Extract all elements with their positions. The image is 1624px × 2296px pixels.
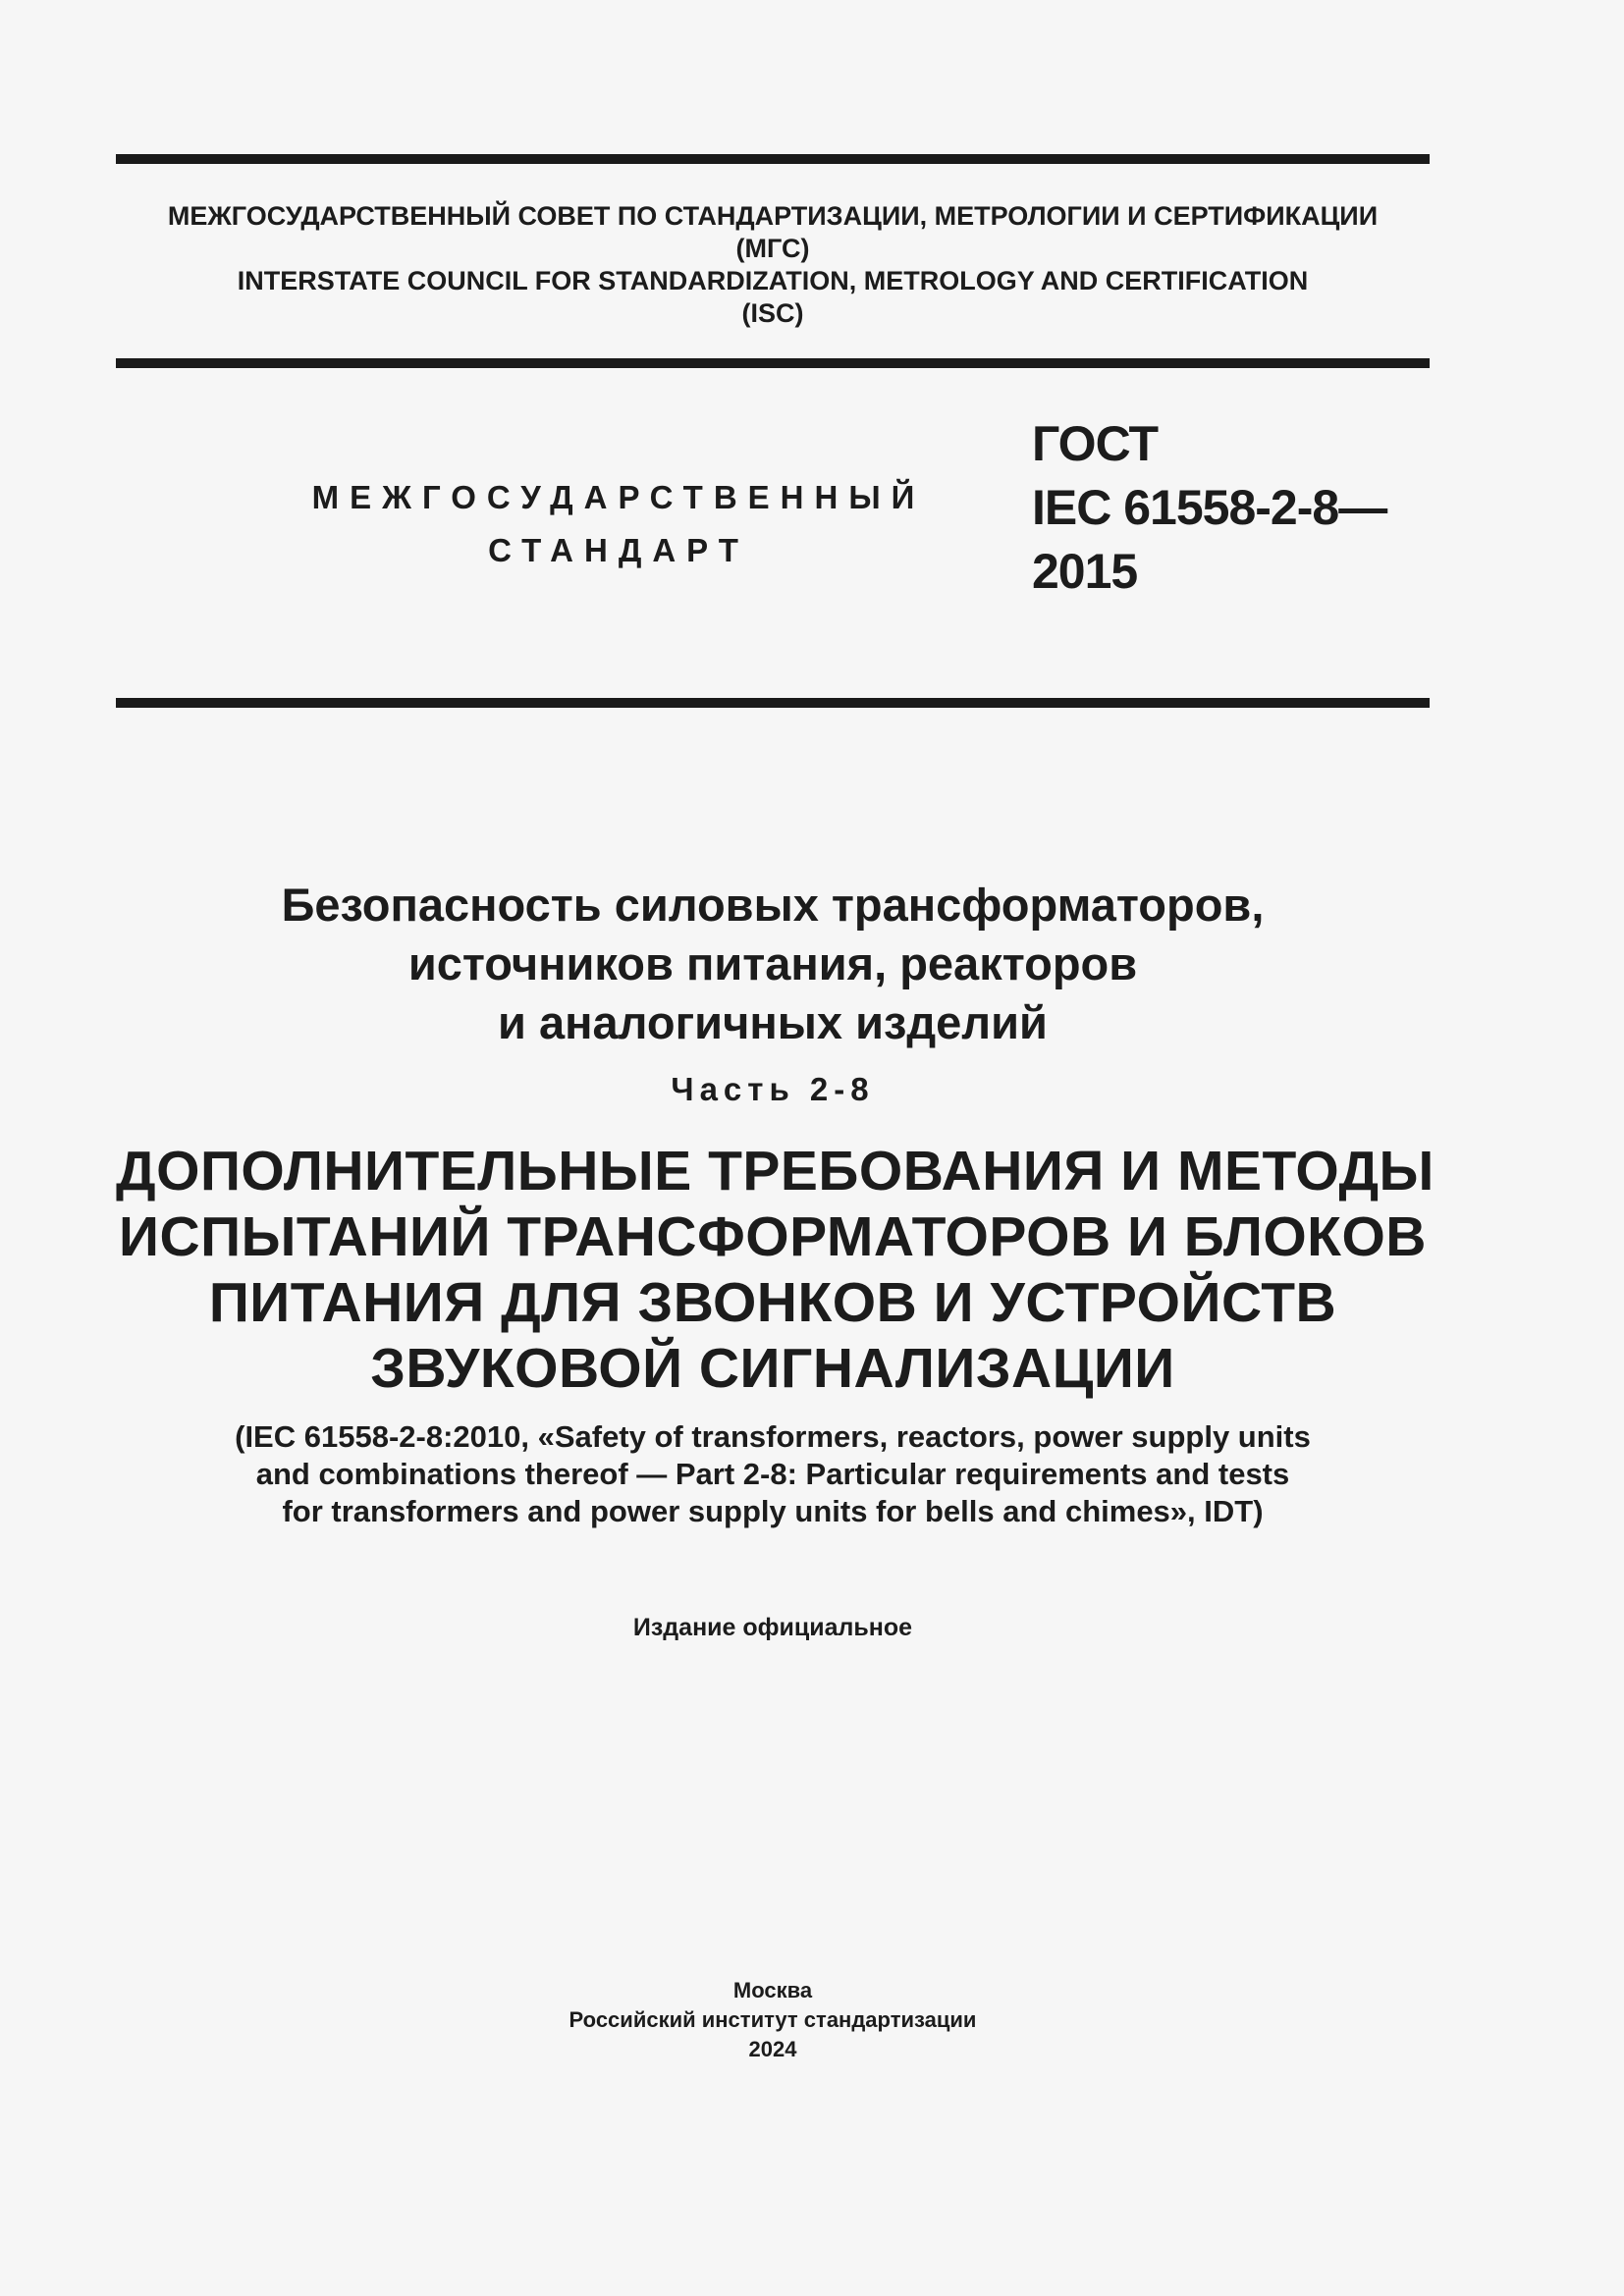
designation-line3: 2015 bbox=[1032, 544, 1138, 599]
intl-line-2: and combinations thereof — Part 2-8: Particular requirements and tests bbox=[255, 1457, 1290, 1491]
title-line-2: источников питания, реакторов bbox=[407, 937, 1138, 989]
title-line-1: Безопасность силовых трансформаторов, bbox=[281, 879, 1265, 931]
header-bottom-rule bbox=[116, 698, 1430, 708]
subtitle-line-2: ИСПЫТАНИЙ ТРАНСФОРМАТОРОВ И БЛОКОВ bbox=[119, 1205, 1427, 1268]
intl-line-1: (IEC 61558-2-8:2010, «Safety of transformers, reactors, power supply units bbox=[235, 1419, 1311, 1454]
edition-label bbox=[116, 1612, 1430, 1643]
council-abbr-en: (ISC) bbox=[741, 298, 804, 328]
standard-type bbox=[295, 471, 943, 577]
intl-line-3: for transformers and power supply units for bells and chimes», IDT) bbox=[282, 1494, 1264, 1528]
document-title bbox=[116, 876, 1430, 1052]
council-abbr-ru: (МГС) bbox=[735, 234, 810, 263]
part-text: Часть 2-8 bbox=[671, 1071, 875, 1107]
title-line-3: и аналогичных изделий bbox=[498, 996, 1048, 1048]
publisher-block bbox=[116, 1976, 1430, 2064]
standard-type-line2: СТАНДАРТ bbox=[488, 532, 749, 568]
edition-text: Издание официальное bbox=[632, 1614, 913, 1641]
council-name-ru: МЕЖГОСУДАРСТВЕННЫЙ СОВЕТ ПО СТАНДАРТИЗАЦИИ, МЕТРОЛОГИИ И СЕРТИФИКАЦИИ bbox=[167, 201, 1379, 231]
standard-designation bbox=[1032, 412, 1386, 604]
subtitle-line-3: ПИТАНИЯ ДЛЯ ЗВОНКОВ И УСТРОЙСТВ bbox=[208, 1271, 1337, 1334]
publisher-city: Москва bbox=[732, 1978, 813, 2002]
council-name-en: INTERSTATE COUNCIL FOR STANDARDIZATION, METROLOGY AND CERTIFICATION bbox=[237, 266, 1309, 295]
document-subtitle bbox=[116, 1139, 1435, 1402]
standard-type-line1: МЕЖГОСУДАРСТВЕННЫЙ bbox=[311, 479, 926, 515]
subtitle-line-4: ЗВУКОВОЙ СИГНАЛИЗАЦИИ bbox=[370, 1337, 1175, 1400]
council-header bbox=[116, 200, 1430, 330]
subtitle-line-1: ДОПОЛНИТЕЛЬНЫЕ ТРЕБОВАНИЯ И МЕТОДЫ bbox=[116, 1140, 1435, 1202]
publisher-year: 2024 bbox=[748, 2037, 797, 2061]
designation-line1: ГОСТ bbox=[1032, 416, 1158, 471]
designation-line2: IEC 61558-2-8— bbox=[1032, 480, 1387, 535]
council-bottom-rule bbox=[116, 358, 1430, 368]
part-label bbox=[116, 1070, 1430, 1109]
publisher-institute: Российский институт стандартизации bbox=[568, 2007, 977, 2032]
international-reference bbox=[116, 1418, 1430, 1530]
top-rule bbox=[116, 154, 1430, 164]
